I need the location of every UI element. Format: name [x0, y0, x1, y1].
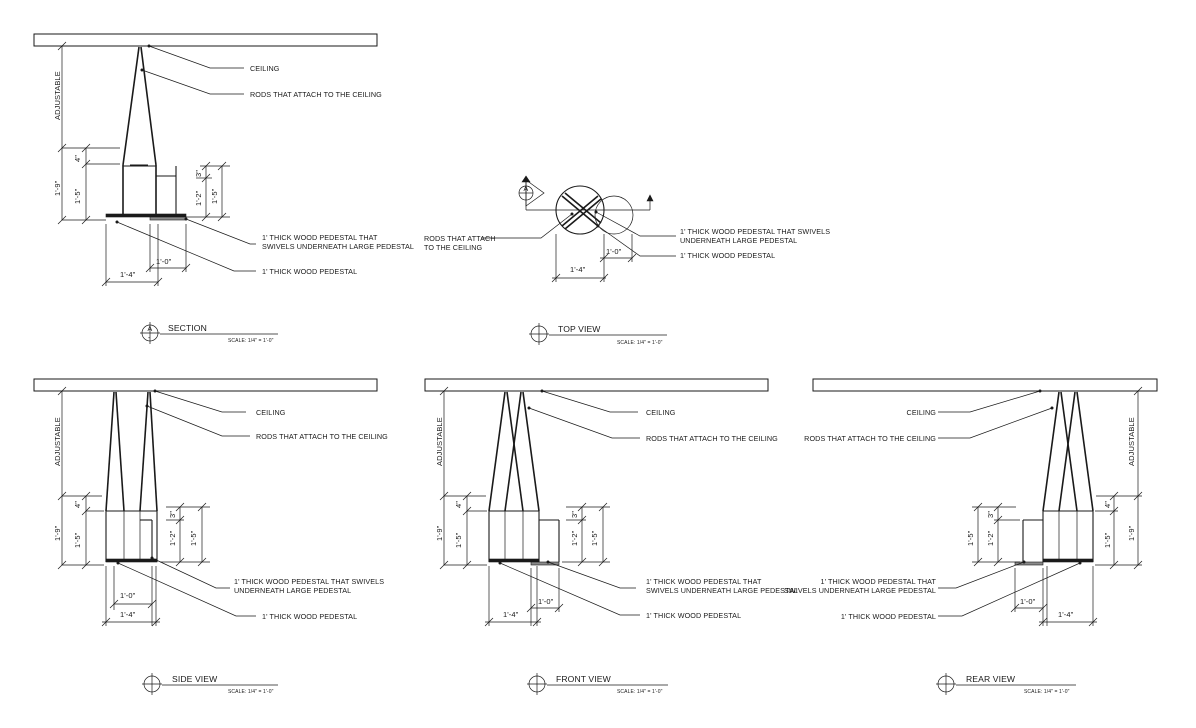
dim-1-2: 1'-2"	[986, 530, 995, 546]
section-bubble-letter: A	[147, 326, 153, 333]
dim-1-4: 1'-4"	[120, 270, 136, 279]
dim-1-2: 1'-2"	[570, 530, 579, 546]
pedestal-assembly	[106, 511, 157, 562]
leaders	[499, 390, 640, 615]
large-pedestal	[106, 214, 186, 217]
view-title-section	[140, 322, 278, 344]
front-view	[425, 379, 798, 695]
dim-4: 4"	[1103, 500, 1112, 508]
scale-side: SCALE: 1/4" = 1'-0"	[228, 689, 274, 695]
top-view	[424, 176, 830, 346]
label-swivel-2: SWIVELS UNDERNEATH LARGE PEDESTAL	[646, 586, 799, 595]
label-swivel-2: UNDERNEATH LARGE PEDESTAL	[234, 586, 352, 595]
dim-1-2: 1'-2"	[168, 530, 177, 546]
section-marker-top	[519, 176, 544, 210]
dim-3: 3"	[168, 510, 177, 518]
ceiling-slab	[813, 379, 1157, 391]
scale-front: SCALE: 1/4" = 1'-0"	[617, 689, 663, 695]
dim-1-5: 1'-5"	[73, 532, 82, 548]
dim-1-0: 1'-0"	[538, 597, 554, 606]
dim-1-4: 1'-4"	[120, 610, 136, 619]
rods	[1043, 392, 1093, 511]
top-marker-letter: A	[523, 186, 529, 193]
scale-section: SCALE: 1/4" = 1'-0"	[228, 338, 274, 344]
label-ceiling: CEILING	[256, 408, 286, 417]
swivel-pedestal	[150, 217, 186, 220]
label-rods: RODS THAT ATTACH TO THE CEILING	[256, 432, 388, 441]
top-label-rods-2: TO THE CEILING	[424, 243, 483, 252]
scale-rear: SCALE: 1/4" = 1'-0"	[1024, 689, 1070, 695]
label-swivel-1: 1' THICK WOOD PEDESTAL THAT	[646, 577, 762, 586]
label-swivel-2: SWIVELS UNDERNEATH LARGE PEDESTAL	[783, 586, 936, 595]
dim-1-0: 1'-0"	[156, 257, 172, 266]
label-ceiling: CEILING	[250, 64, 280, 73]
dimension-lines	[972, 387, 1142, 626]
dim-1-5: 1'-5"	[1103, 532, 1112, 548]
ceiling-slab	[34, 34, 377, 46]
label-swivel-1: 1' THICK WOOD PEDESTAL THAT	[262, 233, 378, 242]
large-pedestal	[106, 559, 157, 562]
pedestal-assembly	[489, 511, 559, 565]
top-label-swivel-1: 1' THICK WOOD PEDESTAL THAT SWIVELS	[680, 227, 831, 236]
title-section: SECTION	[168, 323, 207, 333]
label-swivel-1: 1' THICK WOOD PEDESTAL THAT SWIVELS	[234, 577, 385, 586]
dim-1-4: 1'-4"	[1058, 610, 1074, 619]
dimension-lines	[440, 387, 610, 626]
dim-4: 4"	[73, 500, 82, 508]
title-front: FRONT VIEW	[556, 674, 611, 684]
section-bubble-sub: -	[148, 335, 151, 342]
label-pedestal: 1' THICK WOOD PEDESTAL	[840, 612, 936, 621]
top-dim-1-0: 1'-0"	[606, 247, 622, 256]
dim-1-5-left: 1'-5"	[966, 530, 975, 546]
pedestal-assembly	[1015, 511, 1093, 565]
scale-top: SCALE: 1/4" = 1'-0"	[617, 340, 663, 346]
dim-1-9: 1'-9"	[435, 525, 444, 541]
rods	[123, 47, 156, 165]
dim-1-9: 1'-9"	[53, 525, 62, 541]
dim-1-5: 1'-5"	[73, 188, 82, 204]
large-pedestal	[1043, 559, 1093, 562]
rods	[489, 392, 539, 511]
ceiling-slab	[34, 379, 377, 391]
dim-adjustable: ADJUSTABLE	[435, 417, 444, 466]
label-pedestal: 1' THICK WOOD PEDESTAL	[646, 611, 742, 620]
view-title-front	[527, 673, 668, 695]
side-view	[34, 379, 388, 695]
label-rods: RODS THAT ATTACH TO THE CEILING	[646, 434, 778, 443]
dim-1-5: 1'-5"	[454, 532, 463, 548]
dim-4: 4"	[454, 500, 463, 508]
ceiling-slab	[425, 379, 768, 391]
title-top: TOP VIEW	[558, 324, 601, 334]
label-ceiling: CEILING	[906, 408, 936, 417]
pedestal-assembly	[106, 165, 186, 220]
dim-1-0: 1'-0"	[1020, 597, 1036, 606]
dim-1-5-right: 1'-5"	[189, 530, 198, 546]
dim-adjustable: ADJUSTABLE	[53, 71, 62, 120]
view-title-rear	[936, 673, 1076, 695]
label-pedestal: 1' THICK WOOD PEDESTAL	[262, 612, 358, 621]
label-swivel-2: SWIVELS UNDERNEATH LARGE PEDESTAL	[262, 242, 415, 251]
top-label-swivel-2: UNDERNEATH LARGE PEDESTAL	[680, 236, 798, 245]
section-view	[34, 34, 414, 344]
label-rods: RODS THAT ATTACH TO THE CEILING	[804, 434, 936, 443]
dim-3: 3"	[570, 510, 579, 518]
view-title-top	[529, 323, 667, 346]
dim-1-9: 1'-9"	[1127, 525, 1136, 541]
dim-1-4: 1'-4"	[503, 610, 519, 619]
title-side: SIDE VIEW	[172, 674, 218, 684]
top-dim-1-4: 1'-4"	[570, 265, 586, 274]
dim-1-9: 1'-9"	[53, 180, 62, 196]
dim-adjustable: ADJUSTABLE	[53, 417, 62, 466]
label-ceiling: CEILING	[646, 408, 676, 417]
rods	[106, 392, 157, 511]
label-pedestal: 1' THICK WOOD PEDESTAL	[262, 267, 358, 276]
view-title-side	[142, 673, 278, 695]
dim-3: 3"	[194, 169, 203, 177]
dim-adjustable: ADJUSTABLE	[1127, 417, 1136, 466]
top-label-rods-1: RODS THAT ATTACH	[424, 234, 496, 243]
label-rods: RODS THAT ATTACH TO THE CEILING	[250, 90, 382, 99]
dim-4: 4"	[73, 154, 82, 162]
label-swivel-1: 1' THICK WOOD PEDESTAL THAT	[820, 577, 936, 586]
large-pedestal	[489, 559, 539, 562]
dim-1-5-right: 1'-5"	[590, 530, 599, 546]
dim-3: 3"	[986, 510, 995, 518]
rear-view	[784, 379, 1157, 695]
top-label-pedestal: 1' THICK WOOD PEDESTAL	[680, 251, 776, 260]
dimension-lines	[58, 42, 230, 286]
title-rear: REAR VIEW	[966, 674, 1016, 684]
top-dimension-lines	[552, 234, 636, 282]
dim-1-0: 1'-0"	[120, 591, 136, 600]
dim-1-5-right: 1'-5"	[210, 188, 219, 204]
dim-1-2: 1'-2"	[194, 190, 203, 206]
